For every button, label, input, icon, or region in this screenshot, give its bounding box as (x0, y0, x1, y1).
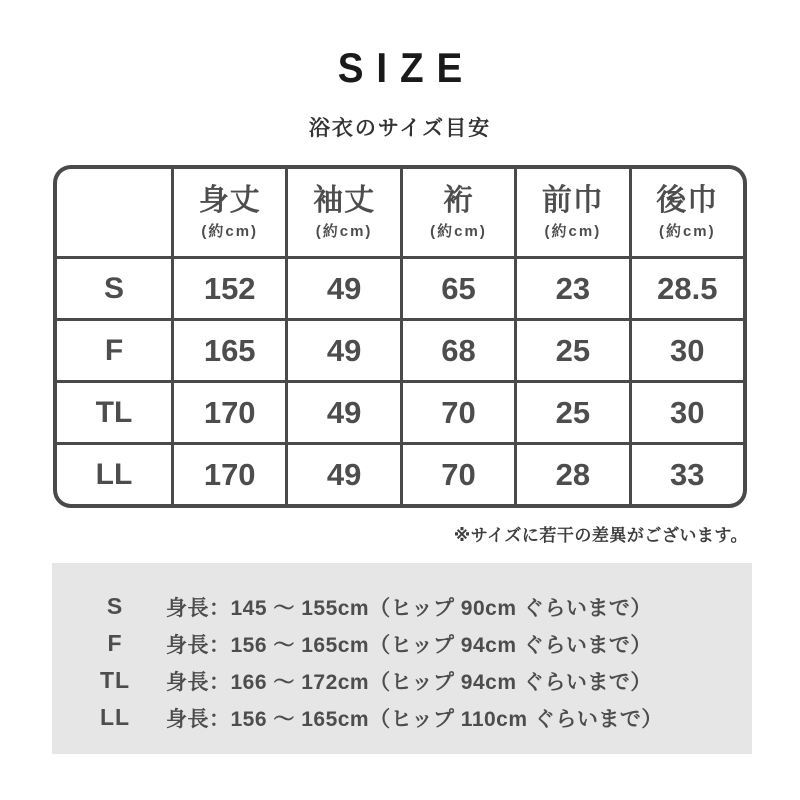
height-guide-row (52, 588, 752, 625)
guide-size-label: TL (99, 667, 131, 693)
guide-description: 身長：156 ～ 165cm（ヒップ 110cm ぐらいまで） (166, 707, 663, 731)
height-guide-box (52, 563, 752, 754)
row-label-f: F (57, 321, 171, 380)
table-cell: 49 (288, 445, 399, 504)
column-header-unit: (約cm) (315, 223, 373, 240)
guide-description: 身長：156 ～ 165cm（ヒップ 94cm ぐらいまで） (166, 633, 652, 657)
column-header-unit: (約cm) (430, 223, 487, 240)
column-header-yuki (403, 169, 514, 256)
row-label-s: S (57, 259, 171, 318)
column-header-label: 身丈 (198, 184, 261, 217)
height-guide-row (52, 699, 752, 736)
table-cell: 165 (174, 321, 285, 380)
height-guide-row (52, 625, 752, 662)
height-guide-row (52, 662, 752, 699)
column-header-label: 前巾 (541, 184, 604, 217)
table-cell: 70 (403, 383, 514, 442)
column-header-mitake (174, 169, 285, 256)
table-cell: 30 (632, 383, 743, 442)
column-header-unit: (約cm) (544, 223, 602, 240)
table-cell: 49 (288, 259, 399, 318)
table-cell: 65 (403, 259, 514, 318)
column-header-unit: (約cm) (201, 223, 259, 240)
guide-size-label: LL (99, 704, 131, 730)
guide-description: 身長：166 ～ 172cm（ヒップ 94cm ぐらいまで） (166, 670, 652, 694)
column-header-unit: (約cm) (658, 223, 716, 240)
table-cell: 25 (517, 383, 628, 442)
table-cell: 28 (517, 445, 628, 504)
page-title: SIZE (337, 44, 476, 91)
table-cell: 152 (174, 259, 285, 318)
table-cell: 28.5 (632, 259, 743, 318)
table-cell: 170 (174, 383, 285, 442)
page-subtitle: 浴衣のサイズ目安 (308, 117, 492, 140)
table-corner-cell (57, 169, 171, 256)
guide-description: 身長：145 ～ 155cm（ヒップ 90cm ぐらいまで） (166, 596, 652, 620)
table-cell: 68 (403, 321, 514, 380)
table-cell: 49 (288, 321, 399, 380)
column-header-maehaba (517, 169, 628, 256)
table-cell: 30 (632, 321, 743, 380)
table-cell: 25 (517, 321, 628, 380)
column-header-label: 袖丈 (313, 184, 376, 217)
table-cell: 70 (403, 445, 514, 504)
size-table (53, 165, 747, 508)
table-cell: 33 (632, 445, 743, 504)
row-label-ll: LL (57, 445, 171, 504)
guide-size-label: S (106, 593, 124, 619)
column-header-label: 裄 (442, 184, 474, 217)
guide-size-label: F (107, 630, 123, 656)
row-label-tl: TL (57, 383, 171, 442)
column-header-ushirohaba (632, 169, 743, 256)
column-header-label: 後巾 (656, 184, 719, 217)
table-cell: 23 (517, 259, 628, 318)
size-disclaimer-note: ※サイズに若干の差異がございます。 (453, 526, 748, 545)
table-cell: 170 (174, 445, 285, 504)
column-header-sodetake (288, 169, 399, 256)
table-cell: 49 (288, 383, 399, 442)
